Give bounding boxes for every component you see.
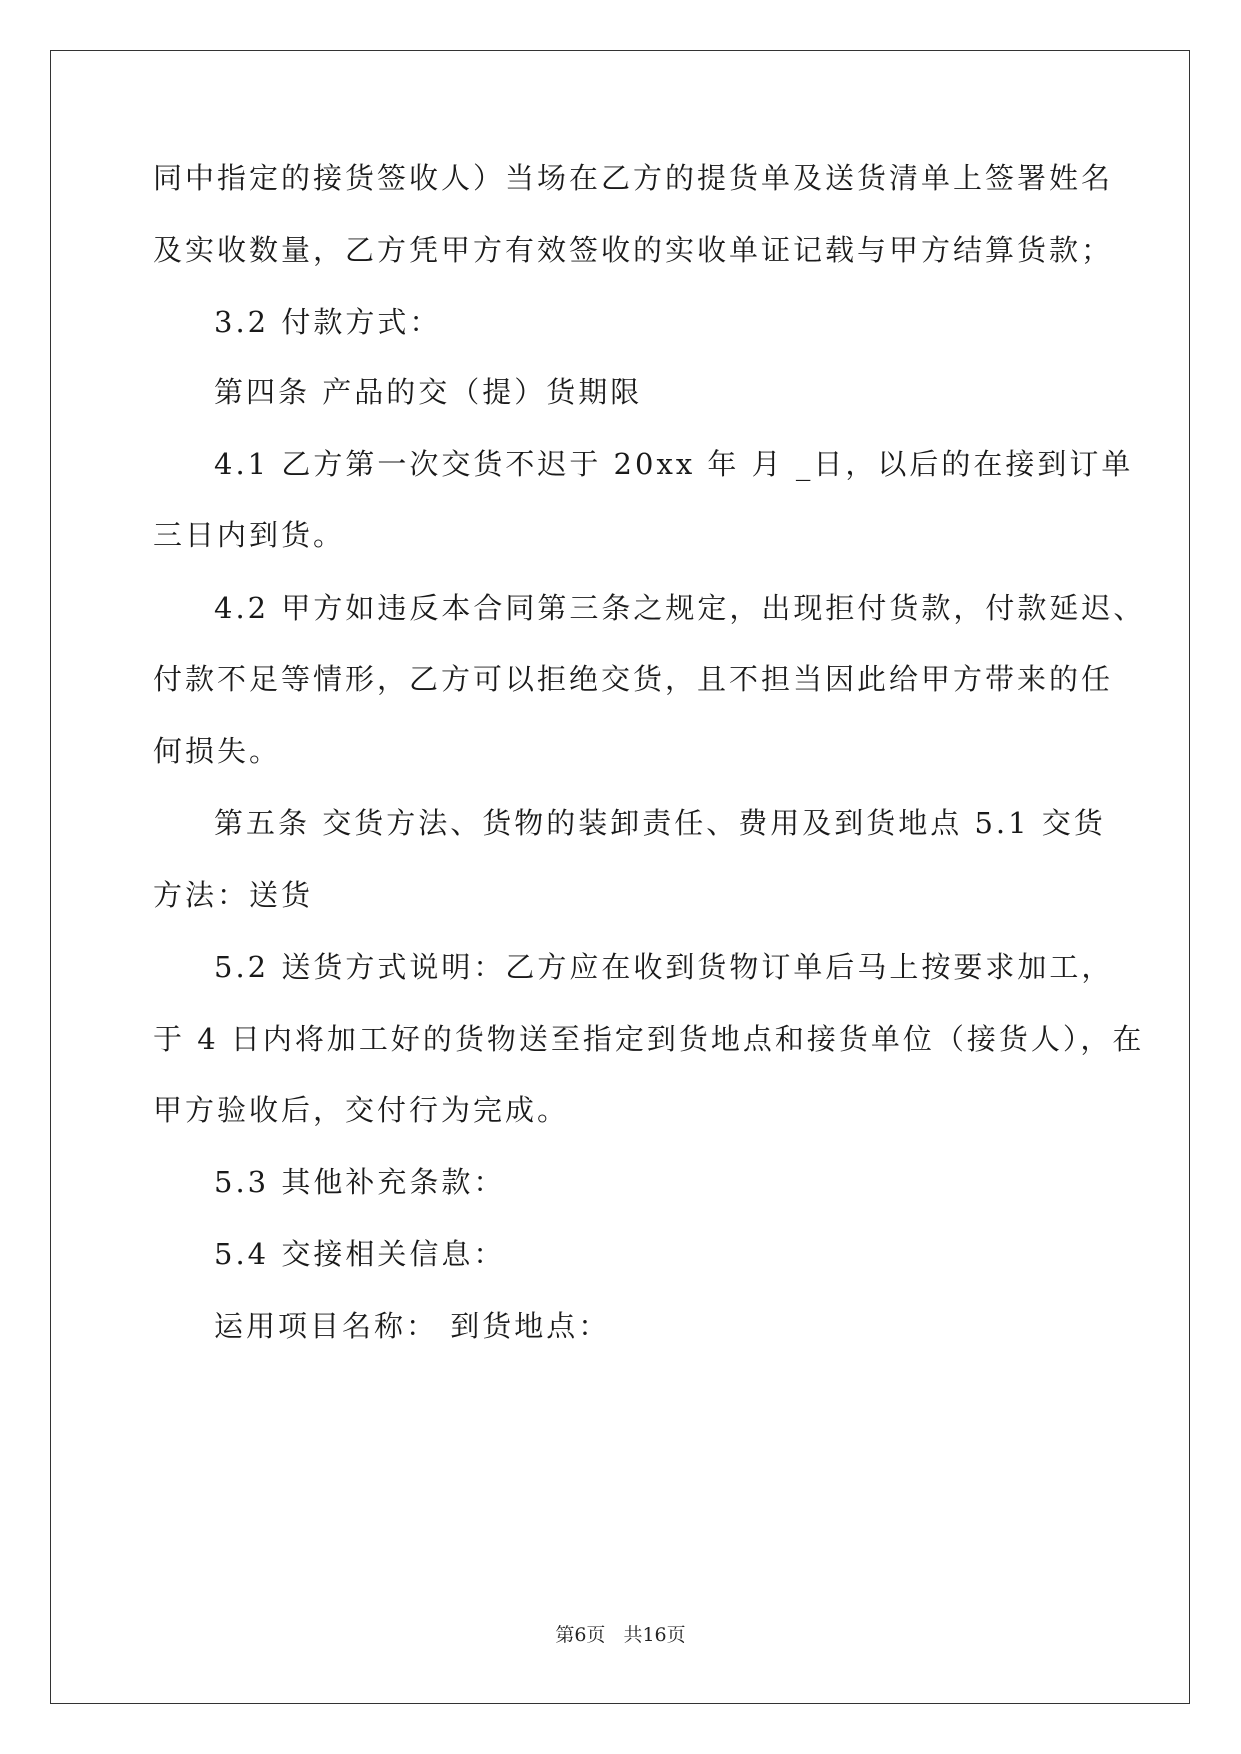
text-line: 4.2 甲方如违反本合同第三条之规定，出现拒付货款，付款延迟、 bbox=[214, 591, 1146, 625]
text-line: 运用项目名称： 到货地点： bbox=[214, 1309, 611, 1343]
text-line: 5.3 其他补充条款： bbox=[214, 1165, 506, 1199]
section-heading: 第五条 交货方法、货物的装卸责任、费用及到货地点 5.1 交货 bbox=[214, 806, 1106, 840]
section-heading: 第四条 产品的交（提）货期限 bbox=[214, 375, 643, 409]
text-line: 三日内到货。 bbox=[153, 518, 346, 552]
text-line: 付款不足等情形，乙方可以拒绝交货，且不担当因此给甲方带来的任 bbox=[153, 662, 1114, 696]
text-line: 同中指定的接货签收人）当场在乙方的提货单及送货清单上签署姓名 bbox=[153, 161, 1114, 195]
page-number-current: 第6页 bbox=[555, 1624, 606, 1646]
page-footer bbox=[0, 1622, 1241, 1648]
text-line: 及实收数量，乙方凭甲方有效签收的实收单证记载与甲方结算货款； bbox=[153, 233, 1114, 267]
text-line: 5.2 送货方式说明：乙方应在收到货物订单后马上按要求加工， bbox=[214, 950, 1114, 984]
text-line: 5.4 交接相关信息： bbox=[214, 1237, 506, 1271]
text-line: 于 4 日内将加工好的货物送至指定到货地点和接货单位（接货人），在 bbox=[153, 1022, 1145, 1056]
text-line: 何损失。 bbox=[153, 734, 282, 768]
page-number-total: 共16页 bbox=[623, 1624, 686, 1646]
text-line: 4.1 乙方第一次交货不迟于 20xx 年 月 _日，以后的在接到订单 bbox=[214, 447, 1134, 481]
text-line: 方法：送货 bbox=[153, 878, 314, 912]
text-line: 甲方验收后，交付行为完成。 bbox=[153, 1093, 570, 1127]
text-line: 3.2 付款方式： bbox=[214, 305, 442, 339]
